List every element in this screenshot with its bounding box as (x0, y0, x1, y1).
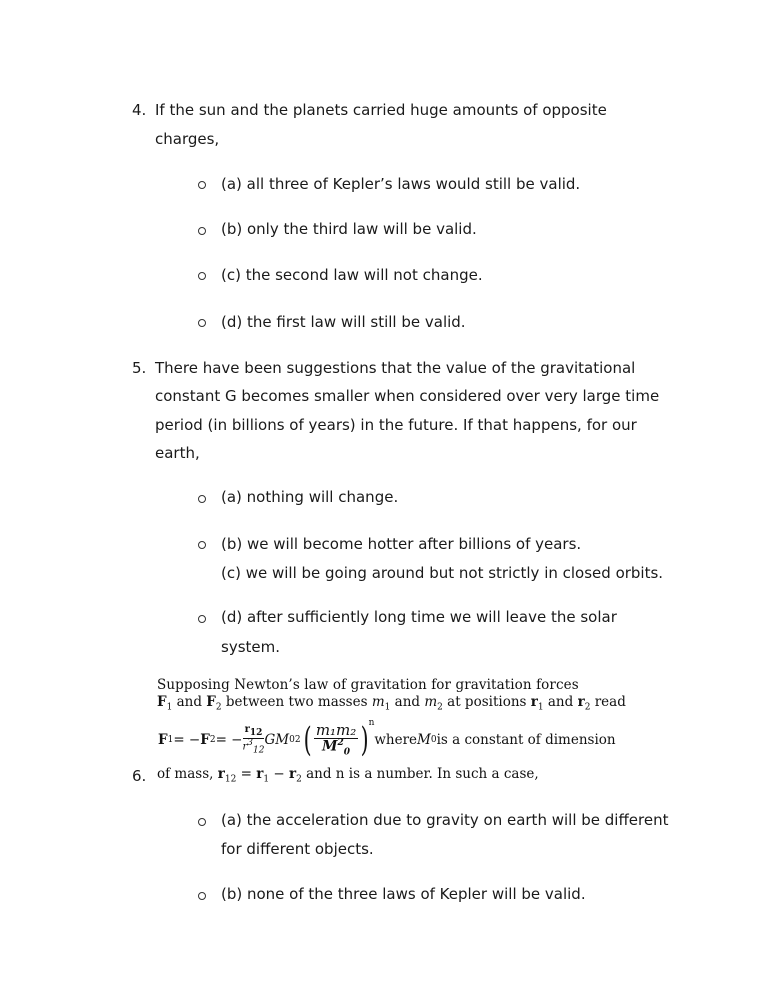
question-6-scan-line2: $F_1$ and $F_2$ between two masses $m_1$ and $m_2$ at positions $r_1$ and $r_2$ read (157, 694, 626, 713)
bullet-icon (198, 541, 206, 549)
question-5-option-c: (c) we will be going around but not strictly in closed orbits. (221, 564, 664, 582)
question-6-equation: F 1 = − F 2 = − $\frac{r_{12}}{r^3_{12}}$ GM 0 2 ( m₁m₂ $M^2_0$ ) $^n$ where M 0 is a constant of dimension (158, 718, 616, 760)
question-4-option-d: (d) the first law will still be valid. (221, 313, 466, 331)
question-6-number: 6. (132, 767, 147, 785)
question-4-option-c: (c) the second law will not change. (221, 266, 483, 284)
equation-fraction-mass: m₁m₂ $M^2_0$ (315, 720, 357, 758)
question-4-text-line1: If the sun and the planets carried huge amounts of opposite (155, 101, 607, 119)
question-5-text-line2: constant G becomes smaller when considered over very large time (155, 387, 660, 405)
question-4-text-line2: charges, (155, 130, 220, 148)
question-4-option-b: (b) only the third law will be valid. (221, 220, 477, 238)
question-6-scan-line1: Supposing Newton’s law of gravitation for gravitation forces (157, 677, 579, 693)
bullet-icon (198, 181, 206, 189)
bullet-icon (198, 319, 206, 327)
question-5-text-line1: There have been suggestions that the value of the gravitational (155, 359, 636, 377)
bullet-icon (198, 818, 206, 826)
question-6-option-a-line2: for different objects. (221, 840, 374, 858)
question-4-option-a: (a) all three of Kepler’s laws would still be valid. (221, 175, 581, 193)
question-6-option-b: (b) none of the three laws of Kepler will be valid. (221, 885, 586, 903)
question-6-scan-line4: of mass, $r_{12} = r_1 - r_2$ and n is a number. In such a case, (157, 766, 539, 785)
bullet-icon (198, 615, 206, 623)
equation-fraction-r12: $\frac{r_{12}}{r^3_{12}}$ (242, 723, 265, 756)
question-6-option-a-line1: (a) the acceleration due to gravity on earth will be different (221, 811, 669, 829)
bullet-icon (198, 272, 206, 280)
question-5-option-d-line1: (d) after sufficiently long time we will leave the solar (221, 608, 617, 626)
question-5-text-line4: earth, (155, 444, 200, 462)
question-4-number: 4. (132, 101, 147, 119)
bullet-icon (198, 495, 206, 503)
bullet-icon (198, 892, 206, 900)
question-5-option-a: (a) nothing will change. (221, 488, 399, 506)
question-5-option-b: (b) we will become hotter after billions of years. (221, 535, 582, 553)
question-5-number: 5. (132, 359, 147, 377)
question-5-text-line3: period (in billions of years) in the future. If that happens, for our (155, 416, 637, 434)
question-5-option-d-line2: system. (221, 638, 280, 656)
bullet-icon (198, 227, 206, 235)
